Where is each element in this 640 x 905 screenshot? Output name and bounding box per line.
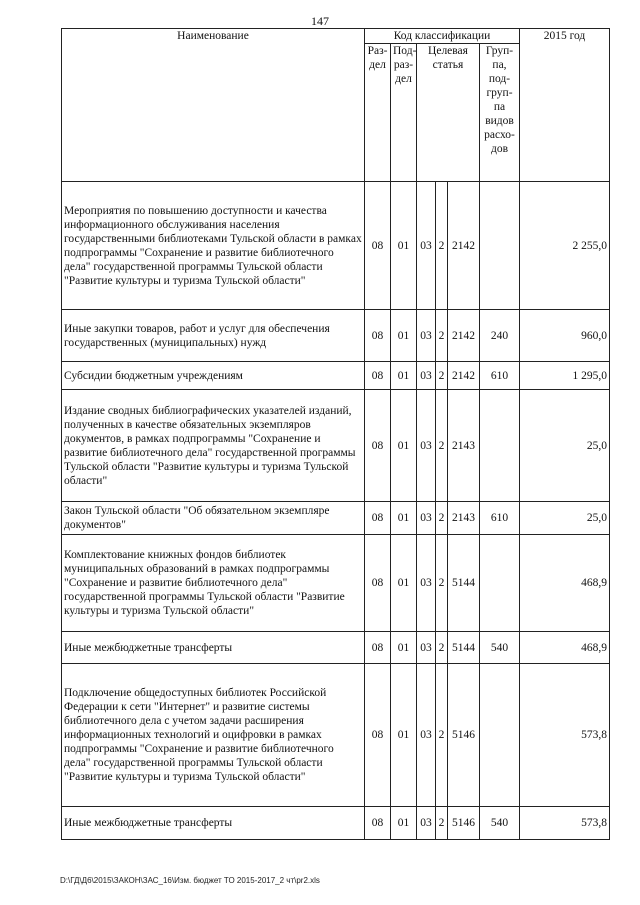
cell-pr: 01 (391, 310, 417, 362)
cell-vr (480, 390, 520, 502)
cell-t3: 5144 (448, 535, 480, 632)
cell-t3: 5146 (448, 664, 480, 807)
cell-name: Комплектование книжных фондов библиотек муниципальных образований в рамках подпрограммы "Сохранение и развитие библиотечного дела" государственной программы Тульской области "Развитие культуры и туризма Тульской области" (62, 535, 365, 632)
cell-vr (480, 182, 520, 310)
cell-t2: 2 (436, 664, 448, 807)
cell-pr: 01 (391, 664, 417, 807)
cell-t1: 03 (417, 632, 436, 664)
cell-t2: 2 (436, 310, 448, 362)
table-row (62, 535, 610, 632)
cell-rz: 08 (365, 632, 391, 664)
cell-t2: 2 (436, 535, 448, 632)
cell-rz: 08 (365, 182, 391, 310)
cell-vr: 240 (480, 310, 520, 362)
table-row (62, 664, 610, 807)
cell-rz: 08 (365, 310, 391, 362)
cell-t2: 2 (436, 390, 448, 502)
cell-rz: 08 (365, 664, 391, 807)
table-row (62, 502, 610, 535)
cell-t3: 2142 (448, 362, 480, 390)
cell-vr: 610 (480, 502, 520, 535)
cell-amount: 960,0 (520, 310, 610, 362)
table-row (62, 310, 610, 362)
table-row (62, 182, 610, 310)
cell-amount: 1 295,0 (520, 362, 610, 390)
cell-t1: 03 (417, 664, 436, 807)
cell-name: Закон Тульской области "Об обязательном экземпляре документов" (62, 502, 365, 535)
cell-vr: 540 (480, 807, 520, 840)
cell-name: Иные межбюджетные трансферты (62, 807, 365, 840)
budget-table (61, 28, 610, 840)
table-row (62, 362, 610, 390)
cell-t3: 5146 (448, 807, 480, 840)
cell-amount: 25,0 (520, 502, 610, 535)
cell-t1: 03 (417, 535, 436, 632)
cell-t1: 03 (417, 390, 436, 502)
cell-t2: 2 (436, 807, 448, 840)
cell-pr: 01 (391, 535, 417, 632)
cell-amount: 573,8 (520, 807, 610, 840)
cell-t2: 2 (436, 362, 448, 390)
cell-rz: 08 (365, 807, 391, 840)
cell-t3: 2142 (448, 310, 480, 362)
header-target-article: Целевая статья (417, 44, 480, 182)
header-subsection: Под- раз- дел (391, 44, 417, 182)
header-classification-code: Код классификации (365, 29, 520, 44)
cell-t2: 2 (436, 632, 448, 664)
table-row (62, 390, 610, 502)
header-section: Раз- дел (365, 44, 391, 182)
cell-amount: 468,9 (520, 632, 610, 664)
cell-t3: 5144 (448, 632, 480, 664)
header-year: 2015 год (520, 29, 610, 182)
cell-name: Иные закупки товаров, работ и услуг для обеспечения государственных (муниципальных) нужд (62, 310, 365, 362)
cell-rz: 08 (365, 362, 391, 390)
cell-vr: 610 (480, 362, 520, 390)
cell-amount: 573,8 (520, 664, 610, 807)
cell-amount: 2 255,0 (520, 182, 610, 310)
cell-vr (480, 664, 520, 807)
cell-pr: 01 (391, 632, 417, 664)
cell-t1: 03 (417, 310, 436, 362)
cell-t2: 2 (436, 502, 448, 535)
header-name: Наименование (62, 29, 365, 182)
cell-pr: 01 (391, 362, 417, 390)
cell-pr: 01 (391, 182, 417, 310)
cell-t1: 03 (417, 807, 436, 840)
table-row (62, 807, 610, 840)
header-expense-type: Груп- па, под- груп- па видов расхо- дов (480, 44, 520, 182)
cell-t3: 2143 (448, 390, 480, 502)
cell-rz: 08 (365, 502, 391, 535)
cell-name: Мероприятия по повышению доступности и качества информационного обслуживания населения государственными библиотеками Тульской области в рамках подпрограммы "Сохранение и развитие библиотечного дела" государственной программы Тульской области "Развитие культуры и туризма Тульской области" (62, 182, 365, 310)
cell-vr (480, 535, 520, 632)
cell-amount: 25,0 (520, 390, 610, 502)
cell-t3: 2143 (448, 502, 480, 535)
cell-pr: 01 (391, 502, 417, 535)
cell-rz: 08 (365, 390, 391, 502)
cell-name: Подключение общедоступных библиотек Российской Федерации к сети "Интернет" и развитие системы библиотечного дела с учетом задачи расширения информационных технологий и оцифровки в рамках подпрограммы "Сохранение и развитие библиотечного дела" государственной программы Тульской области "Развитие культуры и туризма Тульской области" (62, 664, 365, 807)
cell-t2: 2 (436, 182, 448, 310)
cell-name: Субсидии бюджетным учреждениям (62, 362, 365, 390)
cell-t1: 03 (417, 502, 436, 535)
cell-t1: 03 (417, 182, 436, 310)
cell-rz: 08 (365, 535, 391, 632)
file-path-footer: D:\ГД\Д6\2015\ЗАКОН\ЗАС_16\Изм. бюджет ТО 2015-2017_2 чт\pr2.xls (60, 876, 320, 885)
cell-t3: 2142 (448, 182, 480, 310)
cell-pr: 01 (391, 390, 417, 502)
cell-t1: 03 (417, 362, 436, 390)
page-number: 147 (311, 14, 329, 28)
cell-amount: 468,9 (520, 535, 610, 632)
table-row (62, 632, 610, 664)
cell-vr: 540 (480, 632, 520, 664)
cell-name: Издание сводных библиографических указателей изданий, полученных в качестве обязательных экземпляров документов, в рамках подпрограммы "Сохранение и развитие библиотечного дела" государственной программы Тульской области "Развитие культуры и туризма Тульской области" (62, 390, 365, 502)
cell-name: Иные межбюджетные трансферты (62, 632, 365, 664)
cell-pr: 01 (391, 807, 417, 840)
